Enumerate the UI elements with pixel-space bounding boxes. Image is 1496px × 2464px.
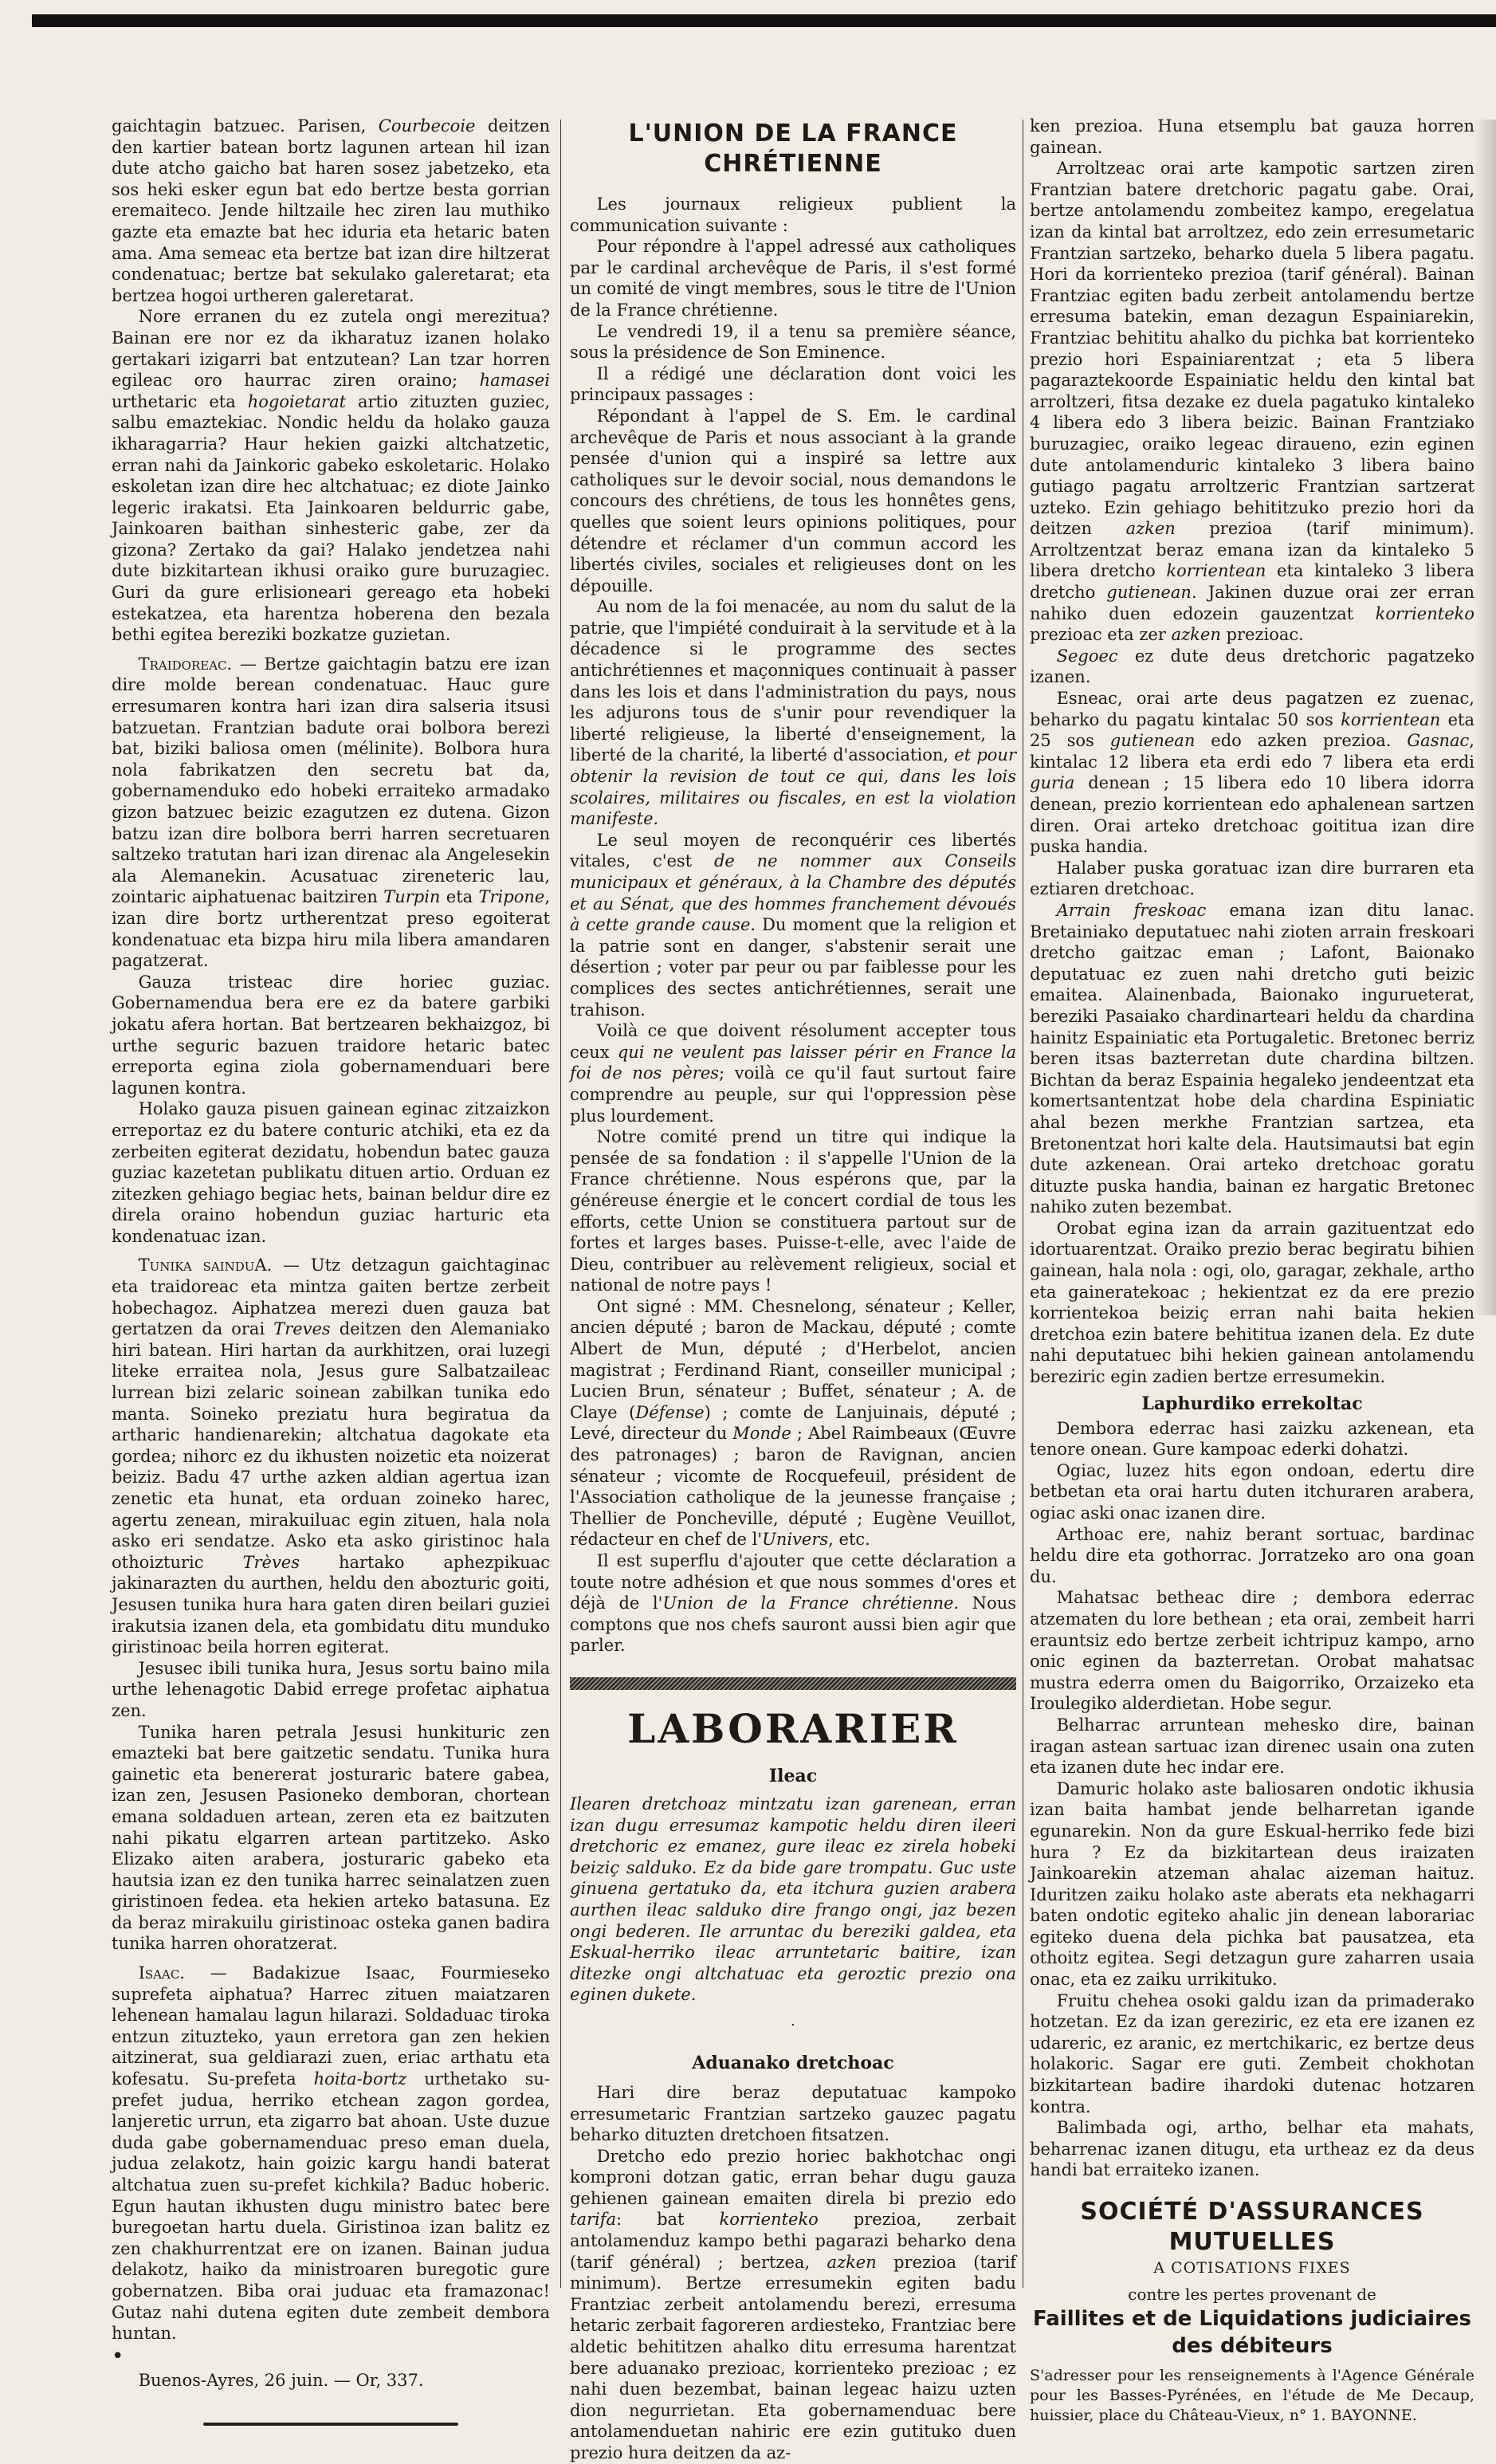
emphasis: gutienean — [1109, 731, 1196, 751]
text: urthetako su-prefet judua, herriko etchean zagon gordea, lanjeretic urrun, eta zigarro bat ahoan. Uste duzue duda gabe gobernamenduac preso eman duela, judua zelakotz, hain goizic kargu handi baterat altchatua zuen su-prefet kichkila? Baduc hoberic. Egun hautan ikhusten dugu ministro batec bere buregoetan hartu duela. Giristinoa izan balitz ez zen chakhurrentzat ere on izanen. Bainan judua delakotz, haiko da ministroaren buregotic gure gobernatzen. Biba orai juduac eta framazonac! Gutaz nahi dutena egiten dute zembeit dembora huntan. — [112, 2069, 550, 2344]
hatched-divider — [570, 1677, 1016, 1690]
emphasis: et pour obtenir la revision de tout ce qui, dans les lois scolaires, militaires ou fiscales, en est la violation manifeste. — [570, 745, 1016, 829]
paragraph: Répondant à l'appel de S. Em. le cardinal archevêque de Paris et nous associant à la grande pensée d'union qui a inspiré sa lettre aux catholiques sur le devoir social, nous demandons le concours des chrétiens, de tous les honnêtes gens, quelles que soient leurs opinions politiques, pour détendre et réclamer d'un commun accord les libertés civiles, sociales et religieuses dont on les dépouille. — [570, 406, 1016, 595]
paragraph: Pour répondre à l'appel adressé aux catholiques par le cardinal archevêque de Paris, il s'est formé un comité de vingt membres, sous le titre de l'Union de la France chrétienne. — [570, 237, 1016, 320]
ad-contact: S'adresser pour les renseignements à l'Agence Générale pour les Basses-Pyrénées, en l'étude de Me Decaup, huissier, place du Château-Vieux, n° 1. BAYONNE. — [1030, 2367, 1474, 2424]
text: emana izan ditu lanac. Bretainiako deputatuec nahi zioten arrain freskoari dretcho gaitzac eman ; Lafont, Baionako deputatuac ez zuen nahi dretcho guti beizic emaitea. Alainenbada, Baionako ingurueterat, bereziki Pasaiako chardinarteari heldu da chardina hainitz Espainiatic eta Portugaletic. Bretonec berriz beren itsas bazterretan dute chardina biltzen. Bichtan da beraz Espainia hegaleko jendeentzat eta komertsantentzat hobe dela chardina Espiniatic ahal bezen merkhe Frantzian sartzea, eta Bretonentzat hori kalte dela. Hautsimautsi bat egin dute azkenean. Orai arteko dretchoac goratu dituzte puska handia, bainan ez hargatic Bretonec nahiko zuten bezembat. — [1030, 900, 1474, 1217]
text: — Bertze gaichtagin batzu ere izan dire molde berean condenatuac. Hauc gure erresumaren kontra hari izan dira salseria itsusi batzuetan. Frantzian badute orai bolbora berezi bat, biziki baliosa omen (mélinite). Bolbora hura nola fabrikatzen den secretu bat da, gobernamenduko edo hobeki erraiteko armadako gizon batzuec beizic ezagutzen ez dutena. Gizon batzu izan dire bolbora berri harren secretuaren saltzeko tratutan hari izan direnac ala Angelesekin ala Alemanekin. Acusatuac zireneteric lau, zointaric aiphatuenac baitziren — [112, 654, 550, 907]
emphasis: korrientean — [1166, 561, 1266, 581]
emphasis: hogoietarat — [247, 391, 347, 411]
paragraph: Arthoac ere, nahiz berant sortuac, bardinac heldu dire eta gothorrac. Jorratzeko aro ona goan du. — [1030, 1524, 1474, 1586]
paragraph: Jesusec ibili tunika hura, Jesus sortu baino mila urthe lehenagotic Dabid errege profetac aiphatua zen. — [112, 1658, 550, 1720]
emphasis: qui ne veulent pas laisser périr en France la foi de nos pères — [570, 1042, 1016, 1083]
paragraph: Les journaux religieux publient la communication suivante : — [570, 195, 1016, 235]
paragraph — [1030, 688, 1474, 858]
text: artio zituzten guziec, salbu emaztekiac. Nondic heldu da holako gauza ikharagarria? Haur hekien gaizki altchatzetic, erran nahi da Jainkoric gabeko eskoletaric. Holako eskoletan izan dire hec altchatuac; ez diote Jainko legeric irakatsi. Eta Jainkoaren beldurric gabe, Jainkoaren baithan sinhesteric gabe, zer da gizona? Zertako da gai? Halako jendetzea nahi dute bizkitartean ikhusi oraiko gure buruzagiec. Guri da gure erlisioneari gereago eta hobeki estekatzea, eta harentza hoberena den bezala bethi egitea bereziki bozkatze guzietan. — [112, 391, 550, 645]
text: Dretcho edo prezio horiec bakhotchac ongi komproni dotzan gatic, erran behar dugu gauza gehienen gainean emaiten direla bi prezio edo — [570, 2146, 1016, 2208]
text: deitzen den Alemaniako hiri batean. Hiri hartan da aurkhitzen, orai luzegi liteke erraitea nola, Jesus gure Salbatzaileac lurrean bizi zelaric soinean zabilkan tunika edo manta. Soineko preziatu hura begiratua da artharic handienarekin; altchatua dagokate eta gordea; nihorc ez du ikhusten noizetic eta noizerat beiziz. Badu 47 urthe azken aldian agertua izan zenetic eta hunat, eta orduan zoineko harec, agertu zenean, mirakuiluac egin zituen, hala nola asko eri sendatze. Asko eta asko giristinoc hala othoizturic — [112, 1319, 550, 1572]
paragraph: Il a rédigé une déclaration dont voici les principaux passages : — [570, 364, 1016, 405]
section-title: LABORARIER — [627, 1704, 959, 1752]
text: edo azken prezioa. — [1211, 731, 1392, 751]
text: , kintalac 12 libera eta erdi edo 7 libera eta erdi — [1030, 731, 1474, 772]
paragraph: Damuric holako aste baliosaren ondotic ikhusia izan baita hambat jende belharretan igande egunarekin. Non da gure Eskual-herriko fede bizi hura ? Ez da bizkitartean deus iraizaten Jainkoarekin atzeman ahalac aizeman haituz. Iduritzen zaiku holako aste aberats eta nekhagarri baten ondotic egiteko ahalic jin denean laborariac egiteko duena dela pichka bat pausatzea, eta othoitz egitea. Segi detzagun gure zaharren usaia onac, eta ez zaiku urrikituko. — [1030, 1778, 1474, 1990]
text: ; voilà ce qu'il faut surtout faire comprendre au peuple, sur qui l'oppression pèse plus lourdement. — [570, 1063, 1016, 1126]
subheading: Laphurdiko errekoltac — [1141, 1393, 1363, 1414]
column-right — [1030, 116, 1475, 2424]
emphasis: korrienteko — [719, 2210, 819, 2230]
text: prezioa, zerbait antolamenduz kampo bethi pagarazi beharko dena (tarif général) ; bertzea, — [570, 2210, 1016, 2272]
text: Esneac, orai arte deus pagatzen ez zuenac, beharko du pagatu kintalac 50 sos — [1030, 689, 1474, 729]
ad-headline: des débiteurs — [1172, 2334, 1333, 2358]
text: : bat — [616, 2210, 685, 2230]
text: prezioac eta zer — [1030, 625, 1166, 645]
paragraph: Hari dire beraz deputatuac kampoko erresumetaric Frantzian sartzeko gauzec pagatu beharko dituzten dretchoen fitsatzen. — [570, 2082, 1016, 2145]
column-left — [112, 116, 551, 2390]
emphasis: guria — [1030, 773, 1075, 793]
emphasis: Gasnac — [1407, 731, 1470, 751]
emphasis: Treves — [273, 1319, 331, 1339]
ad-headline: Faillites et de Liquidations judiciaires — [1033, 2307, 1471, 2331]
emphasis: Monde — [732, 1424, 791, 1444]
ad-title: SOCIÉTÉ D'ASSURANCES MUTUELLES — [1080, 2198, 1424, 2256]
paragraph: Mahatsac betheac dire ; dembora ederrac atzematen du lore bethean ; eta orai, zembeit harri erauntsiz edo bertze zerbeit ichtripuz kampo, arno onic eginen da bazterretan. Orobat mahatsac mustra ederra omen du Baigorriko, Orzaizeko eta Iroulegiko alderdietan. Hobe segur. — [1030, 1588, 1474, 1714]
text: prezioa (tarif minimum). Arroltzentzat beraz emana izan da kintaleko 5 libera dretcho — [1030, 519, 1474, 581]
separator-mark: • — [112, 2344, 124, 2368]
paragraph — [1030, 158, 1474, 646]
text: Il est superflu d'ajouter que cette déclaration a toute notre adhésion et que nous sommes d'ores et déjà de l' — [570, 1551, 1016, 1613]
text: eta — [446, 887, 473, 907]
article-title: L'UNION DE LA FRANCE CHRÉTIENNE — [628, 120, 958, 178]
emphasis: de ne nommer aux Conseils municipaux et généraux, à la Chambre des députés et au Sénat, que des hommes franchement dévoués à cette grande cause. — [570, 851, 1016, 935]
text: ) ; comte de Lanjuinais, député ; Levé, directeur du — [570, 1402, 1016, 1444]
paragraph: Le vendredi 19, il a tenu sa première séance, sous la présidence de Son Eminence. — [570, 321, 1016, 363]
emphasis: Courbecoie — [378, 116, 476, 136]
text: Du moment que la religion et la patrie sont en danger, s'abstenir serait une désertion ; voter par peur ou par faiblesse pour les complices des sectes antichrétiennes, serait une trahison. — [570, 915, 1016, 1020]
emphasis: Union de la France chrétienne. — [662, 1594, 960, 1613]
emphasis: tarifa — [570, 2210, 617, 2230]
paragraph — [1030, 646, 1474, 688]
section-label: Isaac. — [138, 1963, 185, 1983]
end-rule — [203, 2423, 458, 2426]
emphasis: Trèves — [242, 1552, 300, 1572]
text: , izan dire bortz urtherentzat preso egoiterat kondenatuac eta bizpa hiru mila libera amandaren pagatzerat. — [112, 887, 551, 971]
subheading: Aduanako dretchoac — [692, 2052, 894, 2073]
text: eta kintaleko 3 libera dretcho — [1030, 561, 1474, 603]
text: , etc. — [828, 1530, 870, 1550]
text: Le seul moyen de reconquérir ces libertés vitales, c'est — [570, 830, 1016, 871]
emphasis: gutienean. — [1106, 583, 1197, 603]
emphasis: Univers — [762, 1530, 829, 1550]
text: Arroltzeac orai arte kampotic sartzen ziren Frantzian batere dretchoric pagatu gabe. Orai, bertze antolamendu zombeitez kampo, eregelatua izan da kintal bat arroltzez, edo zein erresumetaric Frantzian sartzeko, beharko duela 5 libera pagatu. Hori da korrienteko prezioa (tarif général). Bainan Frantziac egiten badu zerbeit antolamendu bertze erresuma batekin, eman dezagun Espainiarekin, Frantziac behititu ahalko du pichka bat korrienteko prezio hori Espainiarentzat ; eta 5 libera pagaraztekoorde Espainiatic heldu den kintal bat arroltzeri, fitsa dezake ez duela pagatuko kintaleko 4 libera edo 3 libera beizic. Bainan Frantziako buruzagiec, oraiko legeac diraueno, ezin eginen dute antolamenduric kintaleko 3 libera baino gutiago pagatu arroltzeric Frantzian sartzerat uzteko. Ezin gehiago behititzuko prezio hori da deitzen — [1030, 159, 1474, 539]
paragraph: Notre comité prend un titre qui indique la pensée de sa fondation : il s'appelle l'Union de la France chrétienne. Nous espérons que, par la généreuse énergie et le concert cordial de tous les efforts, cette Union se constituera partout sur de fortes et larges bases. Puisse-t-elle, avec l'aide de Dieu, contribuer au relèvement religieux, social et national de notre pays ! — [570, 1127, 1016, 1295]
paragraph: Fruitu chehea osoki galdu izan da primaderako hotzetan. Ez da izan gereziric, ez eta ere izanen ez udareric, ez aranic, ez mertchikaric, ez bertze deus holakoric. Sagar ere guti. Zembeit chokhotan bizkitartean badire ihardoki dutenac hotzaren kontra. — [1030, 1990, 1474, 2116]
paragraph — [570, 596, 1016, 830]
emphasis: azken — [1171, 625, 1221, 645]
paragraph: ken prezioa. Huna etsemplu bat gauza horren gainean. — [1030, 116, 1474, 157]
emphasis: azken — [1125, 519, 1176, 539]
paragraph: Gauza tristeac dire horiec guziac. Gobernamendua bera ere ez da batere garbiki jokatu afera hortan. Bat bertzearen bekhaizgoz, bi urthe seguric bazuen traidore hetaric batec erreporta egina ziola gobernamenduari bere lagunen kontra. — [112, 972, 550, 1098]
signoff: Buenos-Ayres, 26 juin. — Or, 337. — [138, 2370, 424, 2390]
emphasis: Segoec — [1056, 646, 1118, 666]
paragraph — [570, 830, 1016, 1020]
paragraph — [570, 1550, 1016, 1656]
emphasis: hoita-bortz — [313, 2069, 407, 2089]
paragraph: Holako gauza pisuen gainean eginac zitzaizkon erreportaz ez du batere conturic atchiki, eta ez da zerbeiten egiterat dezidatu, hobendun batec gauza guziac kazetetan publikatu dituen artio. Orduan ez zitezken gehiago begiac hets, bainan beldur dire ez direla oraino hobendun guziac harturic eta kondenatuac izan. — [112, 1099, 550, 1246]
paragraph: Balimbada ogi, artho, belhar eta mahats, beharrenac izanen ditugu, eta urtheaz ez da deus handi bat erraiteko izanen. — [1030, 2118, 1474, 2180]
text: Jakinen duzue orai zer erran nahiko duen edozein gauzentzat — [1030, 583, 1474, 623]
text: hartako aphezpikuac jakinarazten du aurthen, heldu den abozturic goiti, Jesusen tunika hura hara gaten diren beilari guziei irakutsia izanen dela, eta gombidatu ditu munduko giristinoac beila horren egiterat. — [112, 1552, 550, 1657]
text: Voilà ce que doivent résolument accepter tous ceux — [570, 1021, 1016, 1062]
paragraph — [112, 116, 550, 306]
paragraph — [112, 1255, 550, 1657]
emphasis: azken — [827, 2252, 877, 2272]
text: Nore erranen du ez zutela ongi merezitua? Bainan ere nor ez da ikharatuz izanen holako gertakari izigarri bat entzutean? Lan tzar horren egileac oro haurrac ziren oraino; — [112, 307, 550, 391]
paragraph — [1030, 900, 1474, 1218]
text: urthetaric eta — [112, 391, 236, 411]
paragraph: Belharrac arruntean mehesko dire, bainan iragan astean sartuac izan direnec usain ona zuten eta izanen dute hec indar ere. — [1030, 1715, 1474, 1778]
top-border-bar — [32, 14, 1496, 27]
section-label: Traidoreac. — [138, 654, 233, 674]
paragraph — [570, 1296, 1016, 1550]
emphasis: korrientean — [1341, 709, 1441, 729]
column-rule-left — [560, 120, 561, 2288]
text: prezioac. — [1226, 625, 1304, 645]
paragraph — [112, 654, 550, 972]
text: eta 25 sos — [1030, 709, 1474, 751]
paragraph — [570, 2146, 1016, 2464]
paragraph: Ogiac, luzez hits egon ondoan, edertu dire betbetan eta orai hartu duten itchuraren arabera, ogiac aski onac izanen dire. — [1030, 1460, 1474, 1523]
subheading: Ileac — [768, 1765, 818, 1786]
advertisement — [1030, 2197, 1474, 2426]
paragraph: Halaber puska goratuac izan dire burraren eta eztiaren dretchoac. — [1030, 858, 1474, 899]
section-label: Tunika sainduA. — [138, 1256, 273, 1275]
emphasis: hamasei — [479, 371, 550, 391]
paragraph: Dembora ederrac hasi zaizku azkenean, eta tenore onean. Gure kampoac ederki dohatzi. — [1030, 1418, 1474, 1460]
emphasis: korrienteko — [1375, 603, 1474, 623]
emphasis: Turpin — [383, 887, 441, 907]
text: prezioa (tarif minimum). Bertze erresumekin egiten badu Frantziac zerbeit antolamendu berezi, erresuma hetaric zerbait fagoreren ardiesteko, Frantziac bere aldetic behititzen ahalko ditu erresuma harentzat bere aduanako prezioac, korrienteko prezioac ; ez nahi duen bezembat, bainan legeac haizu uzten dion negurrietan. Eta gobernamenduac bere antolamenduetan nahiric ere ezin gutituko duen prezio hura deitzen da az- — [570, 2252, 1016, 2462]
text: — Utz detzagun gaichtaginac eta traidoreac eta mintza gaiten bertze zerbeit hobechagoz. Aiphatzea merezi duen gauza bat gertatzen da orai — [112, 1256, 550, 1339]
text: ; Abel Raimbeaux (Œuvre des patronages) ; baron de Ravignan, ancien sénateur ; vicomte de Rocquefeuil, président de l'Association catholique de la jeunesse française ; Thellier de Poncheville, député ; Eugène Veuillot, rédacteur en chef de l' — [570, 1424, 1017, 1550]
paragraph — [112, 1963, 550, 2344]
text: deitzen den kartier batean bortz lagunen artean hil izan dute atcho gaicho bat haren sosez jabetzeko, eta sos heki esker egun bat edo bertze besta gorrian eremaiteco. Jende hiltzaile hec ziren lau muthiko gazte eta emazte bat hec iduria eta hetaric baten ama. Ama semeac eta bertze bat izan dire hiltzerat condenatuac; bertze bat sekulako galeretarat; eta bertzea hogoi urtheren galeretarat. — [112, 116, 550, 305]
paragraph: Tunika haren petrala Jesusi hunkituric zen emazteki bat bere gaitzetic sendatu. Tunika hura gainetic eta benererat josturaric batere gabea, izan zen, Jesusen Pasioneko demboran, chortean emana soldaduen artean, zeren eta ez baitzuten nahi pikatu elgarren artean partitzeko. Asko Elizako aiten arabera, josturaric gabeko eta hautsia izan ez den tunika harrec seinalatzen zuen giristinoen fedea. eta hekien arteko batasuna. Ez da beraz mirakuilu giristinoac osteka ganen badira tunika harren ohoratzerat. — [112, 1722, 550, 1954]
text: gaichtagin batzuec. Parisen, — [112, 116, 367, 136]
text: ez dute deus dretchoric pagatzeko izanen. — [1030, 646, 1475, 687]
paragraph — [570, 1020, 1016, 1126]
paragraph — [112, 306, 550, 646]
text: denean ; 15 libera edo 10 libera idorra denean, prezio korrientean edo aphalenean sartzen diren. Orai arteko dretchoac goititua izan dire puska handia. — [1030, 773, 1474, 857]
paragraph: Orobat egina izan da arrain gazituentzat edo idortuarentzat. Oraiko prezio berac begiratu bihien gainean, hala nola : ogi, olo, garagar, zekhale, artho eta gaineratekoac ; hekientzat ez da ere prezio korrientekoa beiziç erran nahi baita hekien dretchoa ezin batere behititua izanen dela. Ez dute nahi deputatuec bihi hekien gainean antolamendu bereziric egin zadien bertze erresumekin. — [1030, 1218, 1474, 1387]
text: Nous comptons que nos chefs sauront aussi bien agir que parler. — [570, 1594, 1016, 1656]
text: Au nom de la foi menacée, au nom du salut de la patrie, que l'impiété conduirait à la servitude et à la décadence si le programme des sectes antichrétiennes et maçonniques continuait à passer dans les lois et dans l'administration du pays, nous les adjurons tous de s'unir pour revendiquer la liberté religieuse, la liberté d'enseignement, la liberté de la charité, la liberté d'association, — [570, 597, 1016, 765]
separator-mark: · — [791, 2016, 795, 2034]
text: — Badakizue Isaac, Fourmieseko suprefeta aiphatua? Harrec zituen maiatzaren lehenean hamalau lagun hilarazi. Soldaduac tiroka entzun zituzteko, yaun erretora gan zen hekien aitzinerat, sua geldiarazi zuen, eriac arthatu eta kofesatu. Su-prefeta — [112, 1963, 550, 2089]
text: Ont signé : MM. Chesnelong, sénateur ; Keller, ancien député ; baron de Mackau, député ; comte Albert de Mun, député ; d'Herbelot, ancien magistrat ; Ferdinand Riant, conseiller municipal ; Lucien Brun, sénateur ; Buffet, sénateur ; A. de Claye ( — [570, 1296, 1016, 1422]
emphasis: Arrain freskoac — [1056, 900, 1207, 920]
ad-text: contre les pertes provenant de — [1128, 2285, 1376, 2304]
emphasis: Défense — [635, 1402, 705, 1422]
paragraph: Ilearen dretchoaz mintzatu izan garenean, erran izan dugu erresumaz kampotic heldu diren ileeri dretchoric ez emanez, gure ileac ez zirela hobeki beiziç salduko. Ez da bide gare trompatu. Guc uste ginuena gertatuko da, eta itchura guzien arabera aurthen ileac salduko dire frango ongi, jaz bezen ongi bederen. Ile arruntac du bereziki galdea, eta Eskual-herriko ileac arruntetaric baitire, izan ditezke ongi altchatuac eta geroztic prezio ona eginen dukete. — [570, 1794, 1016, 2005]
column-center — [570, 116, 1017, 2462]
ad-subtitle: A COTISATIONS FIXES — [1153, 2259, 1351, 2277]
scan-edge-shadow — [1474, 120, 1496, 1315]
emphasis: Tripone — [478, 887, 545, 907]
